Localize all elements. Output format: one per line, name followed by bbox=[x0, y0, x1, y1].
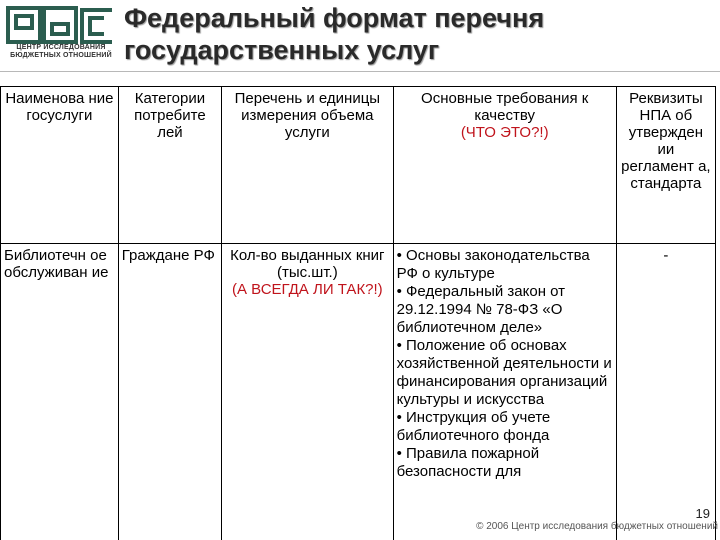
list-item: • Основы законодательства РФ о культуре bbox=[396, 247, 590, 282]
cell-npa bbox=[616, 244, 715, 540]
logo-subtitle-line2: БЮДЖЕТНЫХ ОТНОШЕНИЙ bbox=[10, 52, 112, 59]
header-cell-service-name bbox=[1, 87, 119, 244]
services-table-wrapper bbox=[0, 86, 716, 540]
header-quality-note: (ЧТО ЭТО?!) bbox=[460, 124, 549, 141]
slide-title-line2: государственных услуг bbox=[124, 35, 440, 65]
consumer-category-text: Граждане РФ bbox=[121, 247, 215, 264]
requirements-list bbox=[397, 247, 613, 481]
title-divider bbox=[0, 71, 720, 72]
service-name-text: Библиотечн ое обслуживан ие bbox=[4, 247, 109, 281]
volume-measure-text: Кол-во выданных книг (тыс.шт.) bbox=[230, 247, 385, 281]
slide-title bbox=[124, 2, 544, 66]
header-service-name-text: Наименова ние госуслуги bbox=[5, 90, 114, 124]
list-item: • Федеральный закон от 29.12.1994 № 78-ФЗ «О библиотечном деле» bbox=[396, 283, 566, 336]
cell-service-name bbox=[1, 244, 119, 540]
header-cell-consumer-categories bbox=[118, 87, 221, 244]
services-table bbox=[0, 86, 716, 540]
logo-subtitle bbox=[6, 44, 116, 60]
footer-copyright: © 2006 Центр исследования бюджетных отношений bbox=[476, 521, 718, 532]
logo-subtitle-line1: ЦЕНТР ИССЛЕДОВАНИЯ bbox=[16, 44, 106, 51]
cell-volume-measure bbox=[222, 244, 394, 540]
header-cell-npa-details bbox=[616, 87, 715, 244]
list-item: • Правила пожарной безопасности для bbox=[396, 445, 540, 480]
header-volume-units-text: Перечень и единицы измерения объема услуги bbox=[234, 90, 381, 141]
slide-title-line1: Федеральный формат перечня bbox=[124, 3, 545, 33]
volume-measure-note: (А ВСЕГДА ЛИ ТАК?!) bbox=[232, 281, 383, 298]
cell-consumer-category bbox=[118, 244, 221, 540]
table-row bbox=[1, 244, 716, 540]
header-quality-requirements-text: Основные требования к качеству bbox=[421, 90, 589, 124]
header-cell-quality-requirements bbox=[393, 87, 616, 244]
header-cell-volume-units bbox=[222, 87, 394, 244]
list-item: • Инструкция об учете библиотечного фонда bbox=[396, 409, 551, 444]
cell-requirements bbox=[393, 244, 616, 540]
page-number: 19 bbox=[695, 506, 710, 521]
header-consumer-categories-text: Категории потребите лей bbox=[134, 90, 206, 141]
list-item: • Положение об основах хозяйственной деятельности и финансирования организаций культуры и искусства bbox=[396, 337, 612, 408]
header-npa-details-text: Реквизиты НПА об утвержден ии регламент а, стандарта bbox=[621, 90, 711, 192]
table-header-row bbox=[1, 87, 716, 244]
rbs-logo-mark bbox=[6, 6, 116, 46]
npa-value: - bbox=[663, 247, 669, 264]
